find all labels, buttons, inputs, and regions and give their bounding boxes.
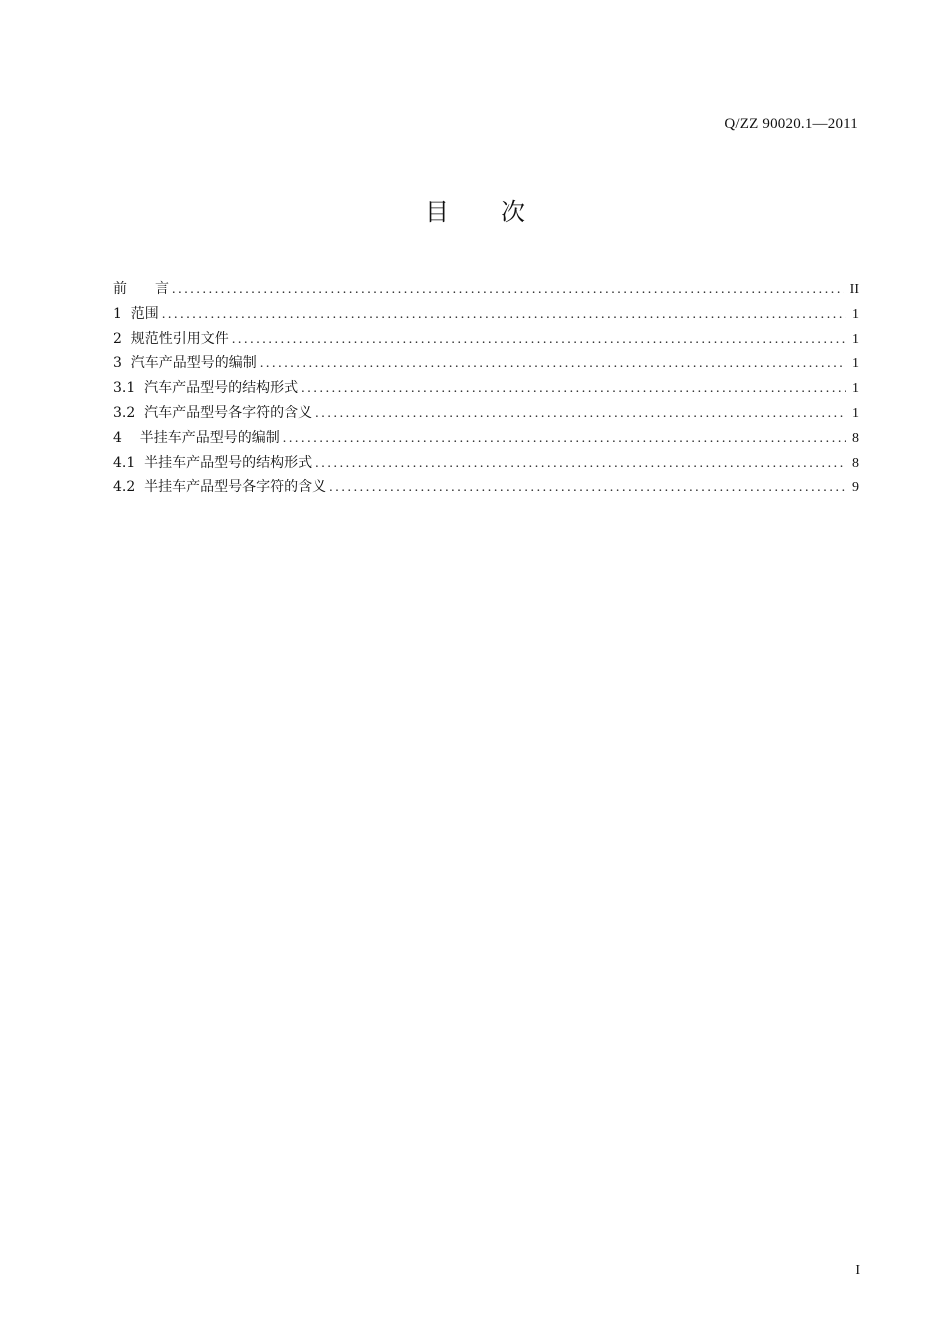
toc-entry-semitrailer-model-structure[interactable] — [113, 452, 859, 477]
table-of-contents — [113, 278, 859, 501]
toc-entry-page: 8 — [852, 455, 859, 471]
page-number: I — [855, 1263, 860, 1278]
toc-entry-normative-references[interactable] — [113, 328, 859, 353]
toc-entry-page: II — [849, 282, 859, 297]
toc-entry-scope[interactable] — [113, 303, 859, 328]
toc-title-char-1: 目 — [425, 198, 449, 226]
toc-entry-label: 4 半挂车产品型号的编制 — [113, 429, 280, 446]
toc-entry-page: 1 — [852, 306, 859, 322]
toc-entry-semitrailer-model-compilation[interactable] — [113, 427, 859, 452]
toc-dot-leader — [301, 381, 846, 397]
toc-entry-label: 4.2 半挂车产品型号各字符的含义 — [113, 479, 327, 496]
toc-entry-page: 1 — [852, 405, 859, 421]
toc-entry-vehicle-model-characters[interactable] — [113, 402, 859, 427]
toc-entry-semitrailer-model-characters[interactable] — [113, 476, 859, 501]
toc-entry-label: 3.1 汽车产品型号的结构形式 — [113, 380, 299, 397]
toc-dot-leader — [283, 431, 846, 447]
toc-entry-page: 8 — [852, 430, 859, 446]
toc-title — [0, 192, 950, 227]
toc-dot-leader — [172, 282, 844, 298]
toc-entry-page: 1 — [852, 381, 859, 397]
toc-dot-leader — [260, 356, 846, 372]
toc-entry-label: 3.2 汽车产品型号各字符的含义 — [113, 404, 313, 421]
toc-entry-label: 2 规范性引用文件 — [113, 330, 229, 347]
toc-entry-foreword[interactable] — [113, 278, 859, 303]
toc-entry-label: 前 言 — [113, 281, 169, 297]
toc-entry-page: 1 — [852, 331, 859, 347]
toc-entry-label: 3 汽车产品型号的编制 — [113, 355, 257, 372]
toc-entry-page: 1 — [852, 356, 859, 372]
toc-dot-leader — [162, 307, 846, 323]
toc-dot-leader — [315, 406, 846, 422]
toc-title-char-2: 次 — [501, 198, 525, 226]
toc-entry-page: 9 — [852, 480, 859, 496]
toc-dot-leader — [329, 480, 846, 496]
toc-entry-vehicle-model-compilation[interactable] — [113, 352, 859, 377]
toc-entry-vehicle-model-structure[interactable] — [113, 377, 859, 402]
document-code: Q/ZZ 90020.1—2011 — [724, 116, 858, 132]
toc-dot-leader — [232, 332, 846, 348]
toc-entry-label: 4.1 半挂车产品型号的结构形式 — [113, 454, 313, 471]
toc-entry-label: 1 范围 — [113, 305, 159, 322]
toc-dot-leader — [315, 456, 846, 472]
